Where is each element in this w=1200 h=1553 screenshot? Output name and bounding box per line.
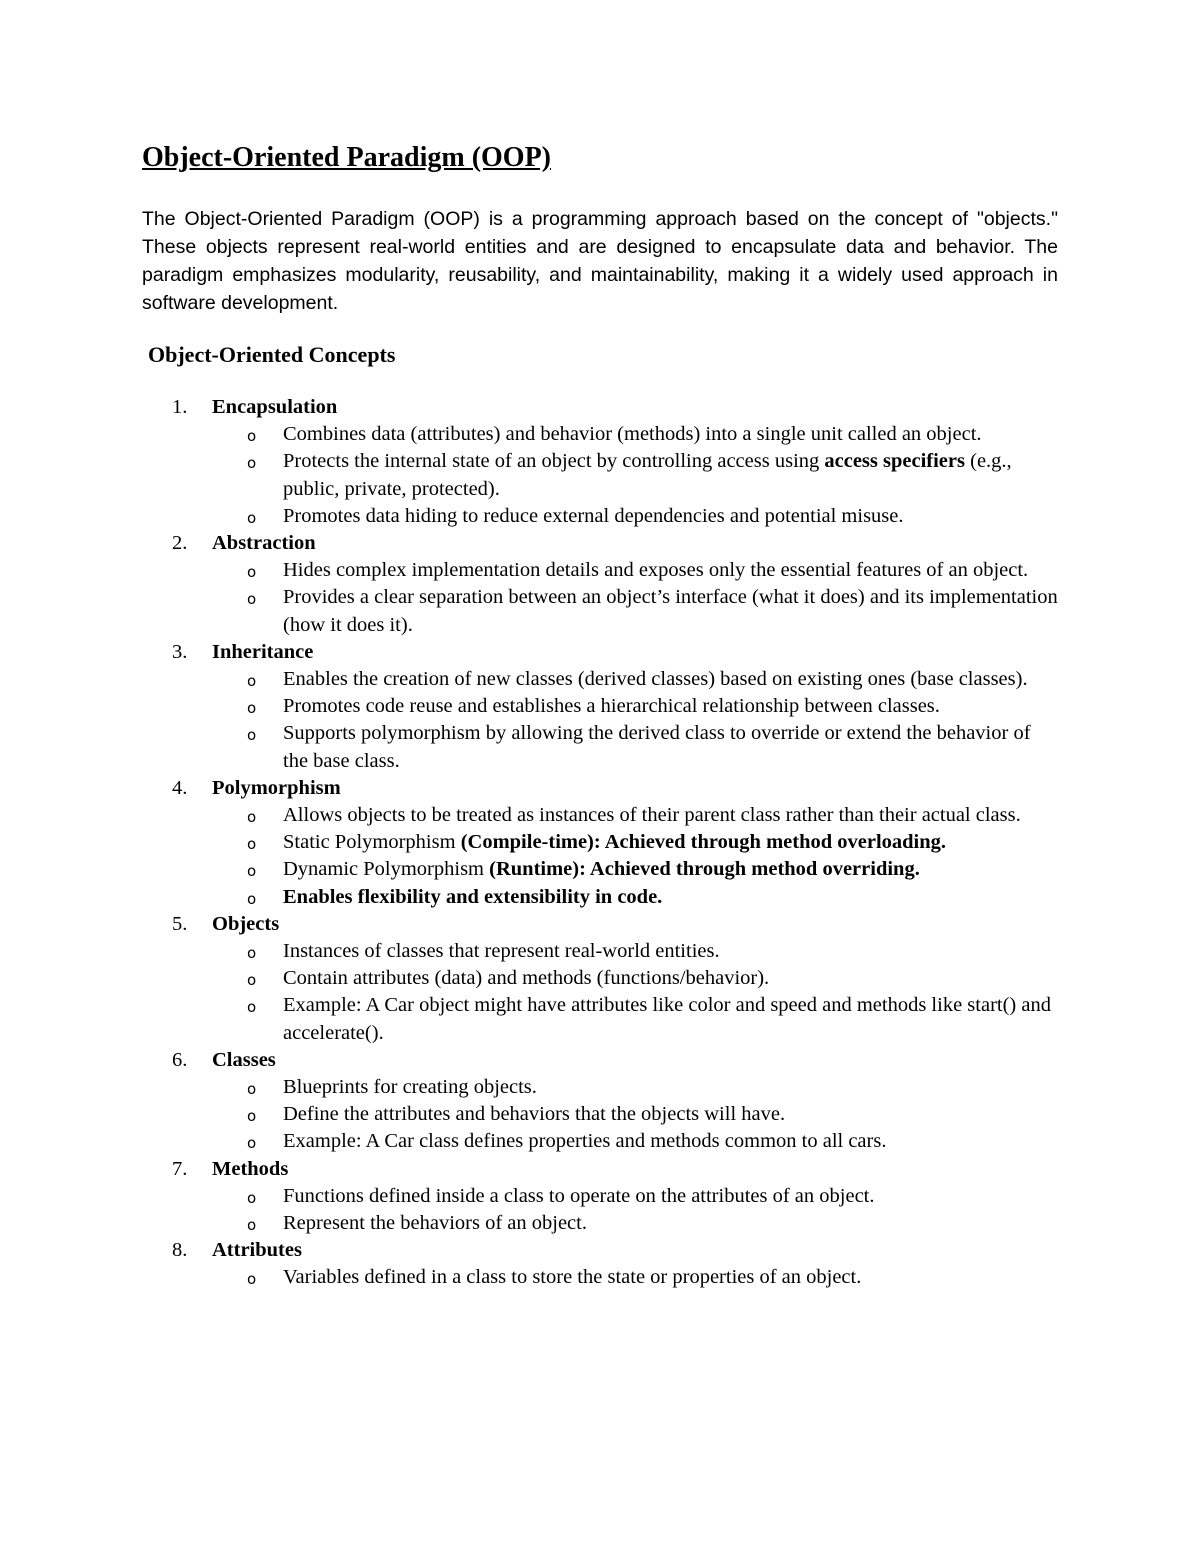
point-text: Provides a clear separation between an object’s interface (what it does) and its implementation (how it does it). [283, 586, 1058, 636]
list-item [0, 856, 1058, 883]
list-item [0, 557, 1058, 584]
concept-name: Methods [212, 1157, 289, 1180]
concept-points [0, 1074, 1200, 1156]
concept-points [0, 938, 1200, 1047]
concept-item [0, 911, 1200, 1047]
point-text: Functions defined inside a class to operate on the attributes of an object. [283, 1184, 875, 1207]
concept-item [0, 530, 1200, 639]
concept-number: 2. [172, 532, 188, 554]
list-item [0, 938, 1058, 965]
hollow-bullet-icon: o [247, 454, 257, 473]
concept-number: 6. [172, 1048, 188, 1071]
hollow-bullet-icon: o [247, 427, 257, 446]
point-text: Instances of classes that represent real-world entities. [283, 939, 720, 962]
concept-number: 5. [172, 912, 188, 935]
concept-item [0, 639, 1200, 775]
page-title: Object-Oriented Paradigm (OOP) [142, 142, 552, 173]
concept-heading [0, 639, 1200, 666]
concept-number: 7. [172, 1157, 188, 1180]
list-item [0, 992, 1058, 1046]
list-item [0, 421, 1058, 448]
hollow-bullet-icon: o [247, 563, 257, 582]
list-item [0, 666, 1058, 693]
concept-item [0, 1237, 1200, 1291]
concept-points [0, 666, 1200, 775]
concept-heading [0, 911, 1200, 938]
point-bold-text: (Compile-time): Achieved through method overloading. [460, 831, 947, 854]
hollow-bullet-icon: o [247, 1079, 257, 1098]
hollow-bullet-icon: o [247, 943, 257, 962]
hollow-bullet-icon: o [247, 971, 257, 990]
hollow-bullet-icon: o [247, 1270, 257, 1289]
section-heading: Object-Oriented Concepts [148, 342, 396, 367]
list-item [0, 693, 1058, 720]
list-item [0, 1074, 1058, 1101]
point-bold-text: Enables flexibility and extensibility in code. [283, 885, 663, 908]
concept-name: Objects [212, 912, 280, 935]
point-text: Dynamic Polymorphism [283, 858, 490, 881]
concept-points [0, 557, 1200, 639]
point-text: Promotes data hiding to reduce external dependencies and potential misuse. [283, 504, 904, 527]
concepts-list [0, 394, 1200, 1292]
point-text: Protects the internal state of an object by controlling access using [283, 450, 825, 473]
point-text: Variables defined in a class to store the state or properties of an object. [283, 1266, 862, 1289]
point-text: Static Polymorphism [283, 831, 461, 854]
concept-name: Abstraction [212, 532, 316, 554]
point-text: Represent the behaviors of an object. [283, 1211, 587, 1234]
list-item [0, 1210, 1058, 1237]
concept-item [0, 1156, 1200, 1238]
point-text: Hides complex implementation details and exposes only the essential features of an object. [283, 559, 1029, 582]
hollow-bullet-icon: o [247, 508, 257, 527]
point-text: Example: A Car class defines properties and methods common to all cars. [283, 1130, 887, 1153]
concept-heading [0, 530, 1200, 557]
hollow-bullet-icon: o [247, 807, 257, 826]
hollow-bullet-icon: o [247, 726, 257, 745]
concept-name: Polymorphism [212, 776, 341, 799]
concept-number: 3. [172, 640, 188, 663]
point-text: Blueprints for creating objects. [283, 1075, 537, 1098]
list-item [0, 1128, 1058, 1155]
intro-paragraph: The Object-Oriented Paradigm (OOP) is a programming approach based on the concept of "objects." These objects represent real-world entities and are designed to encapsulate data and behavior. The paradigm emphasizes modularity, reusability, and maintainability, making it a widely used approach in software development. [142, 208, 1058, 314]
point-text: Supports polymorphism by allowing the derived class to override or extend the behavior of the base class. [283, 722, 1031, 772]
concept-heading [0, 1156, 1200, 1183]
concept-heading [0, 1237, 1200, 1264]
list-item [0, 720, 1058, 774]
hollow-bullet-icon: o [247, 835, 257, 854]
concept-item [0, 775, 1200, 911]
concept-number: 8. [172, 1239, 188, 1262]
list-item [0, 1264, 1058, 1291]
concept-heading [0, 775, 1200, 802]
point-bold-text: access specifiers [824, 450, 965, 473]
concept-heading [0, 394, 1200, 421]
list-item [0, 884, 1058, 911]
concept-name: Attributes [212, 1239, 302, 1262]
point-text: Contain attributes (data) and methods (functions/behavior). [283, 967, 770, 990]
concept-item [0, 1047, 1200, 1156]
concept-points [0, 802, 1200, 911]
concept-heading [0, 1047, 1200, 1074]
list-item [0, 802, 1058, 829]
point-bold-text: (Runtime): Achieved through method overriding. [489, 858, 920, 881]
hollow-bullet-icon: o [247, 699, 257, 718]
hollow-bullet-icon: o [247, 671, 257, 690]
list-item [0, 1101, 1058, 1128]
concept-number: 4. [172, 776, 188, 799]
hollow-bullet-icon: o [247, 590, 257, 609]
hollow-bullet-icon: o [247, 1215, 257, 1234]
point-text: Combines data (attributes) and behavior (methods) into a single unit called an object. [283, 423, 982, 446]
hollow-bullet-icon: o [247, 889, 257, 908]
point-text: Allows objects to be treated as instances of their parent class rather than their actual class. [283, 803, 1021, 826]
concept-name: Inheritance [212, 640, 314, 663]
hollow-bullet-icon: o [247, 1188, 257, 1207]
point-text: Enables the creation of new classes (derived classes) based on existing ones (base classes). [283, 667, 1028, 690]
point-text: Example: A Car object might have attributes like color and speed and methods like start() and accelerate(). [283, 994, 1051, 1044]
point-text: Define the attributes and behaviors that the objects will have. [283, 1103, 786, 1126]
concept-number: 1. [172, 396, 188, 418]
list-item [0, 584, 1058, 638]
list-item [0, 1183, 1058, 1210]
concept-points [0, 1183, 1200, 1237]
list-item [0, 448, 1058, 502]
list-item [0, 829, 1058, 856]
hollow-bullet-icon: o [247, 998, 257, 1017]
hollow-bullet-icon: o [247, 1107, 257, 1126]
list-item [0, 965, 1058, 992]
concept-points [0, 421, 1200, 530]
concept-name: Encapsulation [212, 396, 338, 418]
list-item [0, 503, 1058, 530]
concept-points [0, 1264, 1200, 1291]
concept-name: Classes [212, 1048, 276, 1071]
hollow-bullet-icon: o [247, 1134, 257, 1153]
hollow-bullet-icon: o [247, 862, 257, 881]
concept-item [0, 394, 1200, 530]
point-trailing-text: (e.g., public, private, protected). [283, 450, 1012, 500]
point-text: Promotes code reuse and establishes a hierarchical relationship between classes. [283, 695, 940, 718]
